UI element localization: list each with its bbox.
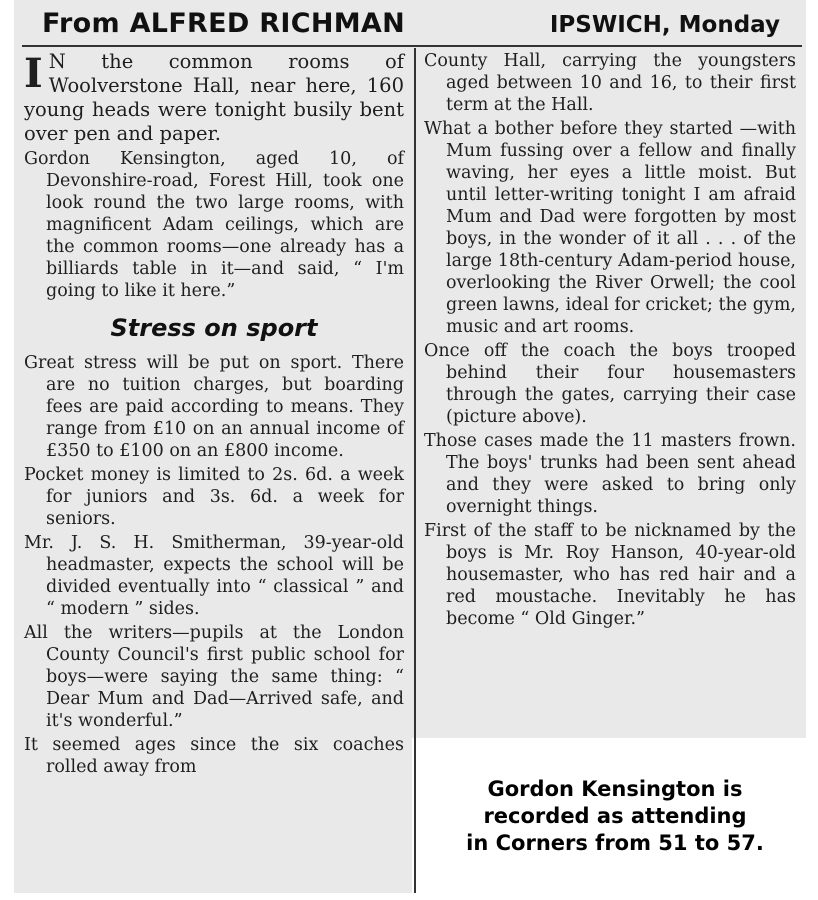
subheading: Stress on sport	[110, 314, 318, 342]
column-rule	[414, 48, 416, 893]
caption	[430, 776, 800, 857]
article-column-right	[424, 50, 796, 632]
byline	[30, 6, 800, 46]
article-column-left	[24, 50, 404, 780]
caption-line: Gordon Kensington is	[487, 777, 743, 801]
byline-author: From ALFRED RICHMAN	[42, 8, 406, 39]
paragraph: Mr. J. S. H. Smitherman, 39-year-old headmaster, expects the school will be divided eventually into “ classical ” and “ modern ” sides.	[24, 533, 404, 619]
caption-line: recorded as attending	[483, 804, 747, 828]
paragraph: Great stress will be put on sport. There are no tuition charges, but boarding fees are paid according to means. They range from £10 on an annual income of £350 to £100 on an £800 income.	[24, 353, 404, 461]
paragraph: It seemed ages since the six coaches rolled away from	[24, 735, 404, 777]
paragraph: Once off the coach the boys trooped behind their four housemasters through the gates, carrying their case (picture above).	[424, 341, 796, 427]
lead-text: N the common rooms of Woolverstone Hall, near here, 160 young heads were tonight busily bent over pen and paper.	[24, 50, 404, 145]
paragraph: What a bother before they started —with Mum fussing over a fellow and finally waving, her eyes a little moist. But until letter-writing tonight I am afraid Mum and Dad were forgotten by most boys, in the wonder of it all . . . of the large 18th-century Adam-period house, overlooking the River Orwell; the cool green lawns, ideal for cricket; the gym, music and art rooms.	[424, 119, 796, 337]
paragraph: Pocket money is limited to 2s. 6d. a week for juniors and 3s. 6d. a week for seniors.	[24, 465, 404, 529]
byline-place: IPSWICH, Monday	[549, 12, 780, 38]
paragraph: All the writers—pupils at the London County Council's first public school for boys—were saying the same thing: “ Dear Mum and Dad—Arrived safe, and it's wonderful.”	[24, 623, 404, 731]
lead-paragraph	[24, 50, 404, 146]
paragraph: First of the staff to be nicknamed by the boys is Mr. Roy Hanson, 40-year-old housemaster, who has red hair and a red moustache. Inevitably he has become “ Old Ginger.”	[424, 521, 796, 629]
caption-line: in Corners from 51 to 57.	[466, 831, 764, 855]
drop-cap: I	[24, 50, 43, 97]
paragraph: Those cases made the 11 masters frown. The boys' trunks had been sent ahead and they were asked to bring only overnight things.	[424, 431, 796, 517]
paragraph: County Hall, carrying the youngsters aged between 10 and 16, to their first term at the Hall.	[424, 51, 796, 115]
paragraph: Gordon Kensington, aged 10, of Devonshire-road, Forest Hill, took one look round the two large rooms, with magnificent Adam ceilings, which are the common rooms—one already has a billiards table in it—and said, “ I'm going to like it here.”	[24, 149, 404, 301]
header-rule	[22, 45, 802, 47]
